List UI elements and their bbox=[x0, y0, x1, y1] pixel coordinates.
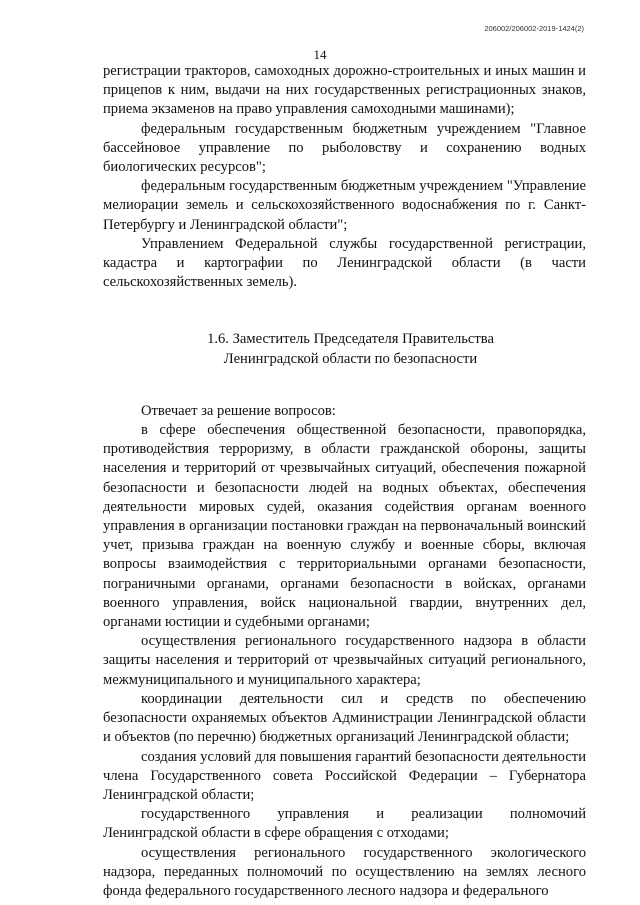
paragraph: Управлением Федеральной службы государственной регистрации, кадастра и картографии по Ленинградской области (в части сельскохозяйственных земель). bbox=[103, 235, 586, 291]
section-heading bbox=[103, 330, 586, 368]
paragraph: осуществления регионального государственного экологического надзора, переданных полномочий по осуществлению на землях лесного фонда федерального государственного лесного надзора и федерального bbox=[103, 844, 586, 899]
paragraph: федеральным государственным бюджетным учреждением "Управление мелиорации земель и сельскохозяйственного водоснабжения по г. Санкт-Петербургу и Ленинградской области"; bbox=[103, 178, 586, 233]
paragraph: федеральным государственным бюджетным учреждением "Главное бассейновое управление по рыболовству и сохранению водных биологических ресурсов"; bbox=[103, 120, 586, 176]
document-body bbox=[103, 62, 586, 901]
paragraph: создания условий для повышения гарантий безопасности деятельности члена Государственного совета Российской Федерации – Губернатора Ленинградской области; bbox=[103, 748, 586, 803]
document-code: 206002/206002-2019-1424(2) bbox=[484, 24, 584, 33]
section-heading-line: Ленинградской области по безопасности bbox=[223, 350, 478, 367]
paragraph: осуществления регионального государственного надзора в области защиты населения и территорий от чрезвычайных ситуаций регионального, межмуниципального и муниципального характера; bbox=[103, 633, 586, 688]
paragraph: в сфере обеспечения общественной безопасности, правопорядка, противодействия терроризму, в области гражданской обороны, защиты населения и территорий от чрезвычайных ситуаций, обеспечения пожарной безопасности и безопасности людей на водных объектах, обеспечения деятельности мировых судей, оказания содействия органам военного управления в организации постановки граждан на первоначальный воинский учет, призыва граждан на военную службу и военные сборы, включая вопросы взаимодействия с территориальными органами безопасности, пограничными органами, органами безопасности в войсках, органами военного управления, войск национальной гвардии, внутренних дел, органами юстиции и судебными органами; bbox=[103, 422, 586, 631]
paragraph: государственного управления и реализации полномочий Ленинградской области в сфере обращения с отходами; bbox=[103, 806, 586, 842]
page-number: 14 bbox=[313, 47, 327, 62]
section-heading-line: 1.6. Заместитель Председателя Правительства bbox=[207, 331, 494, 348]
paragraph: регистрации тракторов, самоходных дорожно-строительных и иных машин и прицепов к ним, выдачи на них государственных регистрационных знаков, приема экзаменов на право управления самоходными машинами); bbox=[103, 63, 586, 118]
paragraph: Отвечает за решение вопросов: bbox=[141, 402, 336, 419]
paragraph: координации деятельности сил и средств по обеспечению безопасности охраняемых объектов Администрации Ленинградской области и объектов (по перечню) бюджетных организаций Ленинградской области; bbox=[103, 690, 586, 746]
